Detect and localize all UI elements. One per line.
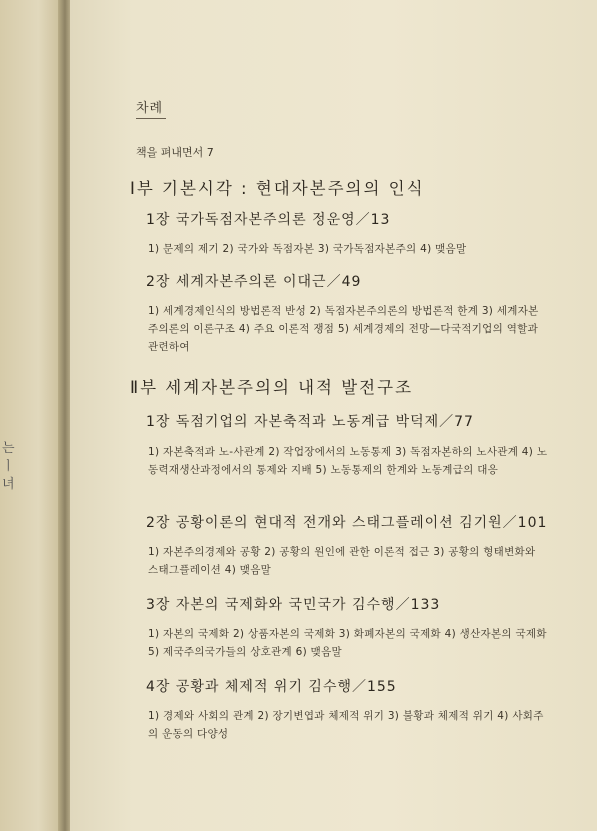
chapter-sections: 1) 자본축적과 노-사관계 2) 작업장에서의 노동통제 3) 독점자본하의 노사관계 4) 노동력재생산과정에서의 통제와 지배 5) 노동통제의 한계와 노동계급의 대응 — [148, 446, 548, 476]
left-page-fragment-text — [2, 440, 15, 494]
chapter-sections: 1) 자본의 국제화 2) 상품자본의 국제화 3) 화폐자본의 국제화 4) 생산자본의 국제화 5) 제국주의국가들의 상호관계 6) 맺음말 — [148, 628, 547, 658]
chapter-heading: 4장 공황과 체제적 위기 김수행／155 — [146, 679, 397, 695]
chapter-heading: 1장 독점기업의 자본축적과 노동계급 박덕제／77 — [146, 414, 474, 430]
left-page-edge — [0, 0, 64, 831]
chapter-heading: 2장 공황이론의 현대적 전개와 스태그플레이션 김기원／101 — [146, 515, 548, 531]
part-1-title: Ⅰ부 기본시각 : 현대자본주의의 인식 — [130, 179, 425, 198]
left-page-glyph: ㅣ — [2, 459, 15, 474]
left-page-glyph: 녀 — [2, 477, 15, 492]
chapter-heading: 3장 자본의 국제화와 국민국가 김수행／133 — [146, 597, 441, 613]
toc-intro-entry: 책을 펴내면서 7 — [136, 146, 214, 159]
left-page-glyph: 는 — [2, 441, 15, 456]
chapter-sections: 1) 세계경제인식의 방법론적 반성 2) 독점자본주의론의 방법론적 한계 3) 세계자본주의론의 이론구조 4) 주요 이론적 쟁점 5) 세계경제의 전망—다국적기업의 역할과 관련하여 — [148, 305, 539, 353]
chapter-heading: 2장 세계자본주의론 이대근／49 — [146, 274, 362, 290]
chapter-heading: 1장 국가독점자본주의론 정운영／13 — [146, 212, 391, 228]
chapter-sections: 1) 문제의 제기 2) 국가와 독점자본 3) 국가독점자본주의 4) 맺음말 — [148, 243, 467, 255]
chapter-sections: 1) 경제와 사회의 관계 2) 장기변엽과 체제적 위기 3) 불황과 체제적 위기 4) 사회주의 운동의 다양성 — [148, 710, 544, 740]
toc-title: 차례 — [136, 97, 166, 119]
toc-page — [70, 0, 597, 831]
part-2-title: Ⅱ부 세계자본주의의 내적 발전구조 — [130, 378, 414, 397]
chapter-sections: 1) 자본주의경제와 공황 2) 공황의 원인에 관한 이론적 접근 3) 공황의 형태변화와 스태그플레이션 4) 맺음말 — [148, 546, 536, 576]
